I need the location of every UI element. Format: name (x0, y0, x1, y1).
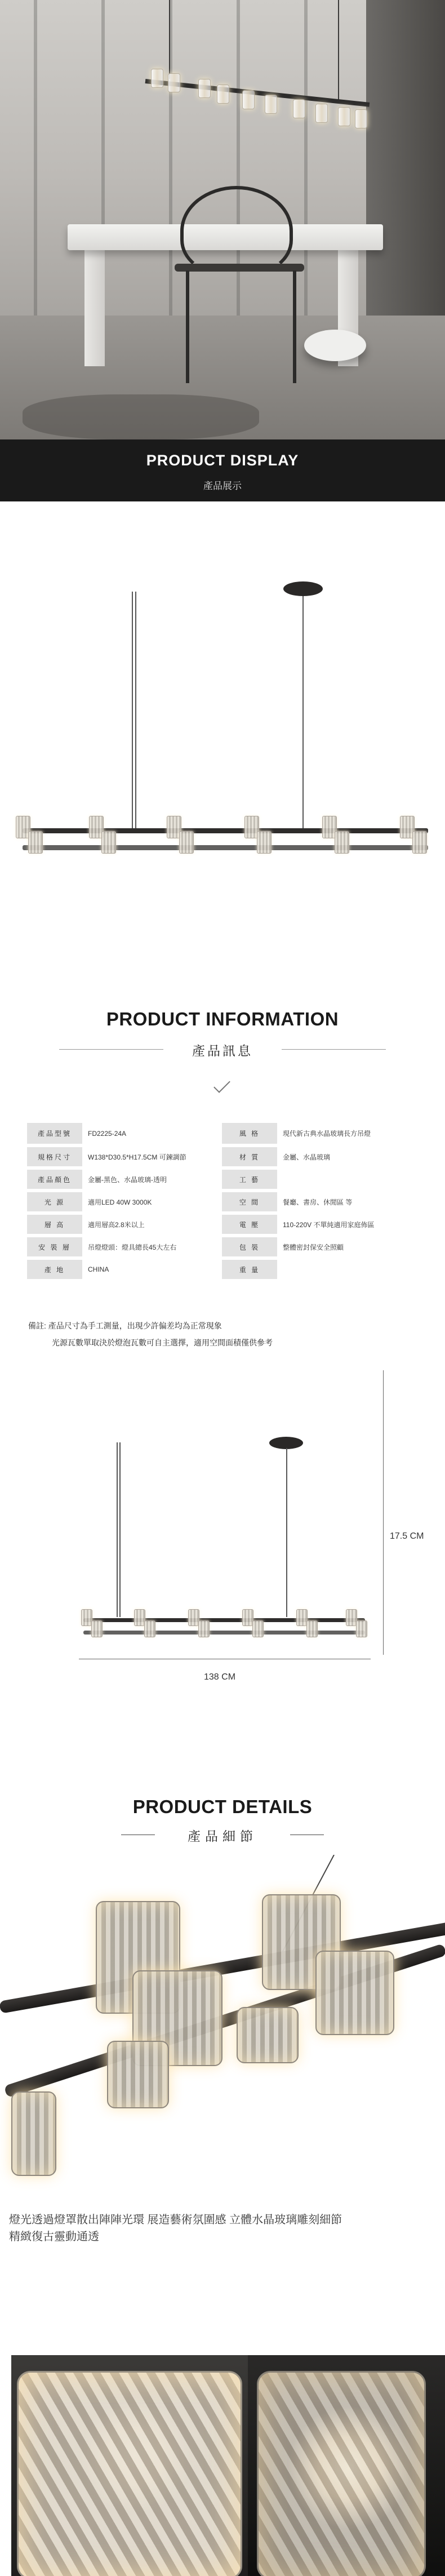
detail-closeup-photo (0, 1855, 445, 2210)
crystal-shade (242, 90, 255, 109)
chandelier-bar (83, 1618, 365, 1622)
spec-table (27, 1123, 418, 1282)
table-leg (84, 248, 105, 366)
crystal-shade (91, 1620, 103, 1637)
spec-value: 餐廳、書房、休閒區 等 (277, 1191, 418, 1213)
details-title-en: PRODUCT DETAILS (132, 1796, 313, 1817)
spec-value: CHINA (82, 1258, 222, 1281)
stool (304, 330, 366, 361)
crystal-shade (198, 79, 211, 98)
spec-value: 適用層高2.8米以上 (82, 1213, 222, 1236)
crystal-shade (293, 99, 305, 118)
spec-key: 電 壓 (222, 1213, 277, 1236)
crystal-shade (338, 107, 350, 126)
crystal-shade (101, 831, 116, 854)
ceiling-canopy (283, 581, 323, 596)
crystal-shade (346, 1609, 357, 1626)
spec-key: 空 間 (222, 1191, 277, 1213)
table-row (27, 1258, 418, 1281)
spec-key: 產 地 (27, 1258, 82, 1281)
product-display-banner (0, 439, 445, 501)
wall-panel (304, 0, 308, 316)
chandelier-bar (83, 1631, 365, 1635)
note-line: 備註: 產品尺寸為手工測量，出現少許偏差均為正常現象 (28, 1321, 222, 1330)
spec-key: 產品顏色 (27, 1168, 82, 1191)
crystal-shade (242, 1609, 253, 1626)
spec-value: 金屬、水晶玻璃 (277, 1145, 418, 1168)
crystal-shade (81, 1609, 92, 1626)
chair-leg (186, 270, 189, 383)
crystal-shade (315, 104, 328, 123)
detail-caption-line1: 燈光透過燈罩散出陣陣光環 展造藝術氛圍感 立體水晶玻璃雕刻細節 (9, 2214, 342, 2226)
crystal-shade (11, 2091, 56, 2176)
banner-title-en: PRODUCT DISPLAY (146, 452, 299, 469)
crystal-shade (265, 95, 277, 114)
crystal-shade (198, 1620, 210, 1637)
chair-seat (175, 264, 304, 272)
crystal-shade (134, 1609, 145, 1626)
crystal-shade (306, 1620, 318, 1637)
spec-value (277, 1258, 418, 1281)
crystal-shade (28, 831, 43, 854)
crystal-shade (151, 69, 163, 88)
table-row (27, 1168, 418, 1191)
suspension-wire (135, 592, 136, 828)
crystal-shade (315, 1951, 394, 2035)
product-front-photo (0, 501, 445, 952)
dimension-drawing (0, 1363, 445, 1682)
chandelier-bar (23, 828, 428, 833)
info-title-zh: 產品訊息 (192, 1043, 253, 1058)
suspension-wire (119, 1442, 121, 1617)
crystal-shade (335, 831, 349, 854)
suspension-wire (286, 1448, 287, 1617)
height-dimension-label: 17.5 CM (390, 1531, 424, 1541)
suspension-wire (132, 592, 133, 828)
table-row (27, 1123, 418, 1145)
spec-value: 適用LED 40W 3000K (82, 1191, 222, 1213)
spec-key: 重 量 (222, 1258, 277, 1281)
spec-key: 安 裝 層 (27, 1236, 82, 1258)
detail-caption-line2: 精緻復古靈動通透 (9, 2231, 99, 2243)
hanging-wire (338, 0, 339, 101)
crystal-shade (17, 2371, 242, 2576)
spec-value: FD2225-24A (82, 1123, 222, 1145)
spec-value: 吊燈燈頭：燈具總長45大左右 (82, 1236, 222, 1258)
spec-value: 金屬-黑色、水晶玻璃-透明 (82, 1168, 222, 1191)
chandelier-bar (23, 845, 428, 850)
ceiling-canopy (269, 1437, 303, 1449)
crystal-shade (257, 2371, 426, 2576)
crystal-shade (168, 73, 180, 92)
table-row (27, 1213, 418, 1236)
spec-value: 整體密封保安全照顧 (277, 1236, 418, 1258)
crystal-shade (107, 2041, 169, 2108)
spec-value: W138*D30.5*H17.5CM 可鍊調節 (82, 1145, 222, 1168)
note-line: 光源瓦數單取決於燈泡瓦數可自主選擇，適用空間面積僅供參考 (52, 1338, 273, 1347)
crystal-shade (144, 1620, 155, 1637)
banner-title-zh: 產品展示 (203, 481, 242, 491)
table-row (27, 1191, 418, 1213)
chevron-down-icon (213, 1076, 230, 1093)
crystal-shade (356, 1620, 367, 1637)
spec-key: 層 高 (27, 1213, 82, 1236)
rug (23, 394, 259, 439)
crystal-shade (252, 1620, 264, 1637)
spec-key: 光 源 (27, 1191, 82, 1213)
shade-closeup-photo (248, 2355, 445, 2576)
hero-room-photo (0, 0, 445, 439)
crystal-shade (188, 1609, 199, 1626)
chair-leg (293, 270, 296, 383)
spec-key: 規格尺寸 (27, 1145, 82, 1168)
width-dimension-label: 138 CM (204, 1672, 236, 1682)
crystal-shade (179, 831, 194, 854)
spec-value: 現代新古典水晶玻璃長方吊燈 (277, 1123, 418, 1145)
spec-key: 風 格 (222, 1123, 277, 1145)
table-row (27, 1236, 418, 1258)
spec-value: 110-220V 不單純適用家庭佈區 (277, 1213, 418, 1236)
height-dimension-line (383, 1370, 384, 1655)
crystal-shade (355, 109, 367, 128)
crystal-shade (257, 831, 272, 854)
chair-back (180, 186, 293, 276)
crystal-shade (217, 85, 229, 104)
details-title-zh: 產品細節 (188, 1829, 257, 1844)
spec-key: 產品型號 (27, 1123, 82, 1145)
suspension-wire (117, 1442, 118, 1617)
shade-closeup-photo (11, 2355, 248, 2576)
hanging-wire (169, 0, 170, 79)
suspension-wire (302, 596, 304, 828)
spec-key: 包 裝 (222, 1236, 277, 1258)
wall-panel (34, 0, 37, 316)
spec-key: 材 質 (222, 1145, 277, 1168)
table-row (27, 1145, 418, 1168)
info-title-en: PRODUCT INFORMATION (106, 1009, 339, 1029)
crystal-shade (412, 831, 427, 854)
spec-key: 工 藝 (222, 1168, 277, 1191)
crystal-shade (237, 2007, 299, 2063)
side-wall (366, 0, 445, 361)
crystal-shade (296, 1609, 308, 1626)
spec-value (277, 1168, 418, 1191)
